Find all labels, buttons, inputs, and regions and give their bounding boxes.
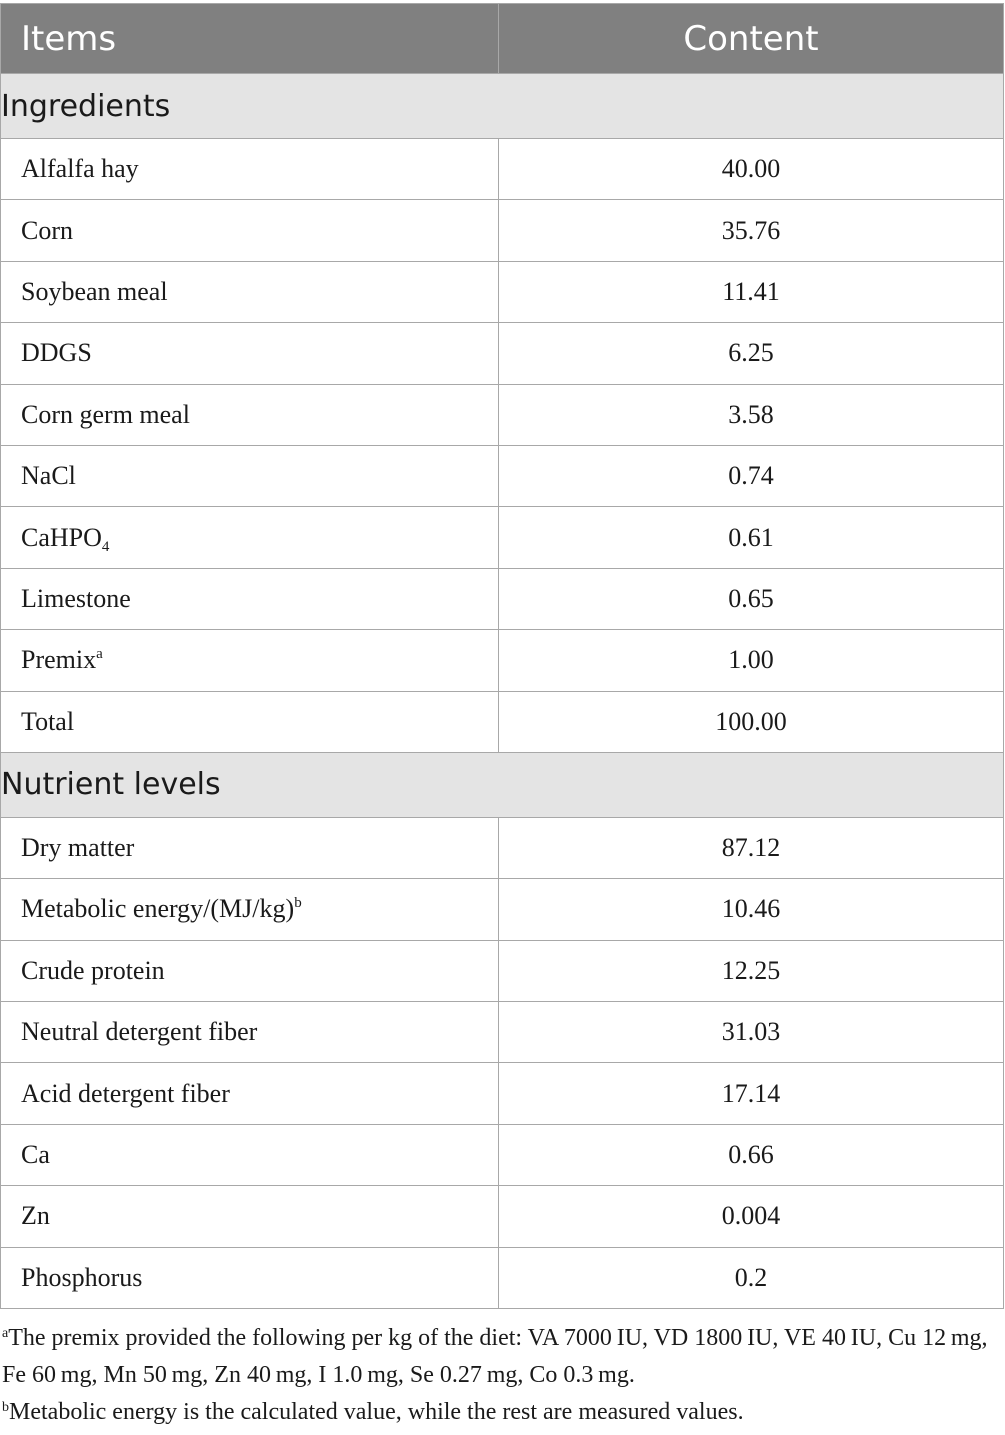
item-label: Zn [21,1201,50,1231]
value-cell: 12.25 [499,940,1004,1001]
value-cell: 35.76 [499,200,1004,261]
value-cell: 87.12 [499,817,1004,878]
table-row [1,630,1004,691]
header-items: Items [1,4,499,74]
value-cell: 6.25 [499,323,1004,384]
item-label: Limestone [21,583,131,613]
item-cell [1,139,499,200]
table-row [1,1186,1004,1247]
item-cell [1,1063,499,1124]
item-label: Alfalfa hay [21,154,139,184]
item-cell [1,507,499,568]
item-cell [1,817,499,878]
item-cell [1,1247,499,1308]
footnote-b [2,1394,1002,1431]
item-label: Neutral detergent fiber [21,1017,258,1047]
value-cell: 10.46 [499,879,1004,940]
footnote-a [2,1320,1002,1394]
value-cell: 0.61 [499,507,1004,568]
item-cell [1,445,499,506]
value-cell: 17.14 [499,1063,1004,1124]
table-row [1,691,1004,752]
item-label: Crude protein [21,955,165,985]
item-cell [1,261,499,322]
item-cell [1,630,499,691]
item-label: Corn [21,215,73,245]
footnote-text: The premix provided the following per kg of the diet: VA 7000 IU, VD 1800 IU, VE 40 IU, Cu 12 mg, Fe 60 mg, Mn 50 mg, Zn 40 mg, I 1.0 mg, Se 0.27 mg, Co 0.3 mg. [2,1325,988,1388]
value-cell: 40.00 [499,139,1004,200]
table-row [1,1002,1004,1063]
item-label: CaHPO [21,522,102,552]
table-row [1,384,1004,445]
value-cell: 100.00 [499,691,1004,752]
table-body [1,74,1004,1309]
diet-composition-table [0,3,1004,1309]
table-footnotes [2,1320,1002,1431]
table-row [1,200,1004,261]
value-cell: 1.00 [499,630,1004,691]
item-cell [1,691,499,752]
item-cell [1,568,499,629]
table-row [1,1247,1004,1308]
value-cell: 0.004 [499,1186,1004,1247]
item-label: Dry matter [21,833,135,863]
value-cell: 0.2 [499,1247,1004,1308]
item-label: Total [21,706,75,736]
footnote-mark: a [2,1326,9,1341]
item-subscript: 4 [101,538,110,555]
item-cell [1,940,499,1001]
item-cell [1,879,499,940]
value-cell: 3.58 [499,384,1004,445]
item-label: NaCl [21,461,76,491]
table-row [1,568,1004,629]
value-cell: 31.03 [499,1002,1004,1063]
header-content: Content [499,4,1004,74]
table-row [1,139,1004,200]
item-cell [1,384,499,445]
value-cell: 11.41 [499,261,1004,322]
item-label: Acid detergent fiber [21,1078,230,1108]
value-cell: 0.66 [499,1124,1004,1185]
table-row [1,1063,1004,1124]
value-cell: 0.74 [499,445,1004,506]
item-label: Phosphorus [21,1262,143,1292]
table-row [1,940,1004,1001]
section-row [1,752,1004,817]
table-row [1,879,1004,940]
table-row [1,1124,1004,1185]
section-title: Nutrient levels [1,752,1004,817]
section-row [1,74,1004,139]
item-label: Corn germ meal [21,399,190,429]
section-title: Ingredients [1,74,1004,139]
table-row [1,507,1004,568]
item-label: Premix [21,645,97,675]
item-footnote-mark: a [96,646,103,663]
footnote-mark: b [2,1400,9,1415]
item-cell [1,1124,499,1185]
item-cell [1,200,499,261]
value-cell: 0.65 [499,568,1004,629]
item-label: DDGS [21,338,92,368]
table-row [1,261,1004,322]
item-cell [1,1186,499,1247]
item-footnote-mark: b [294,895,302,912]
item-cell [1,1002,499,1063]
table-header-row [1,4,1004,74]
item-cell [1,323,499,384]
table-row [1,323,1004,384]
table-row [1,817,1004,878]
item-label: Ca [21,1140,50,1170]
item-label: Soybean meal [21,276,168,306]
footnote-text: Metabolic energy is the calculated value, while the rest are measured values. [9,1399,744,1425]
table-row [1,445,1004,506]
item-label: Metabolic energy/(MJ/kg) [21,894,295,924]
